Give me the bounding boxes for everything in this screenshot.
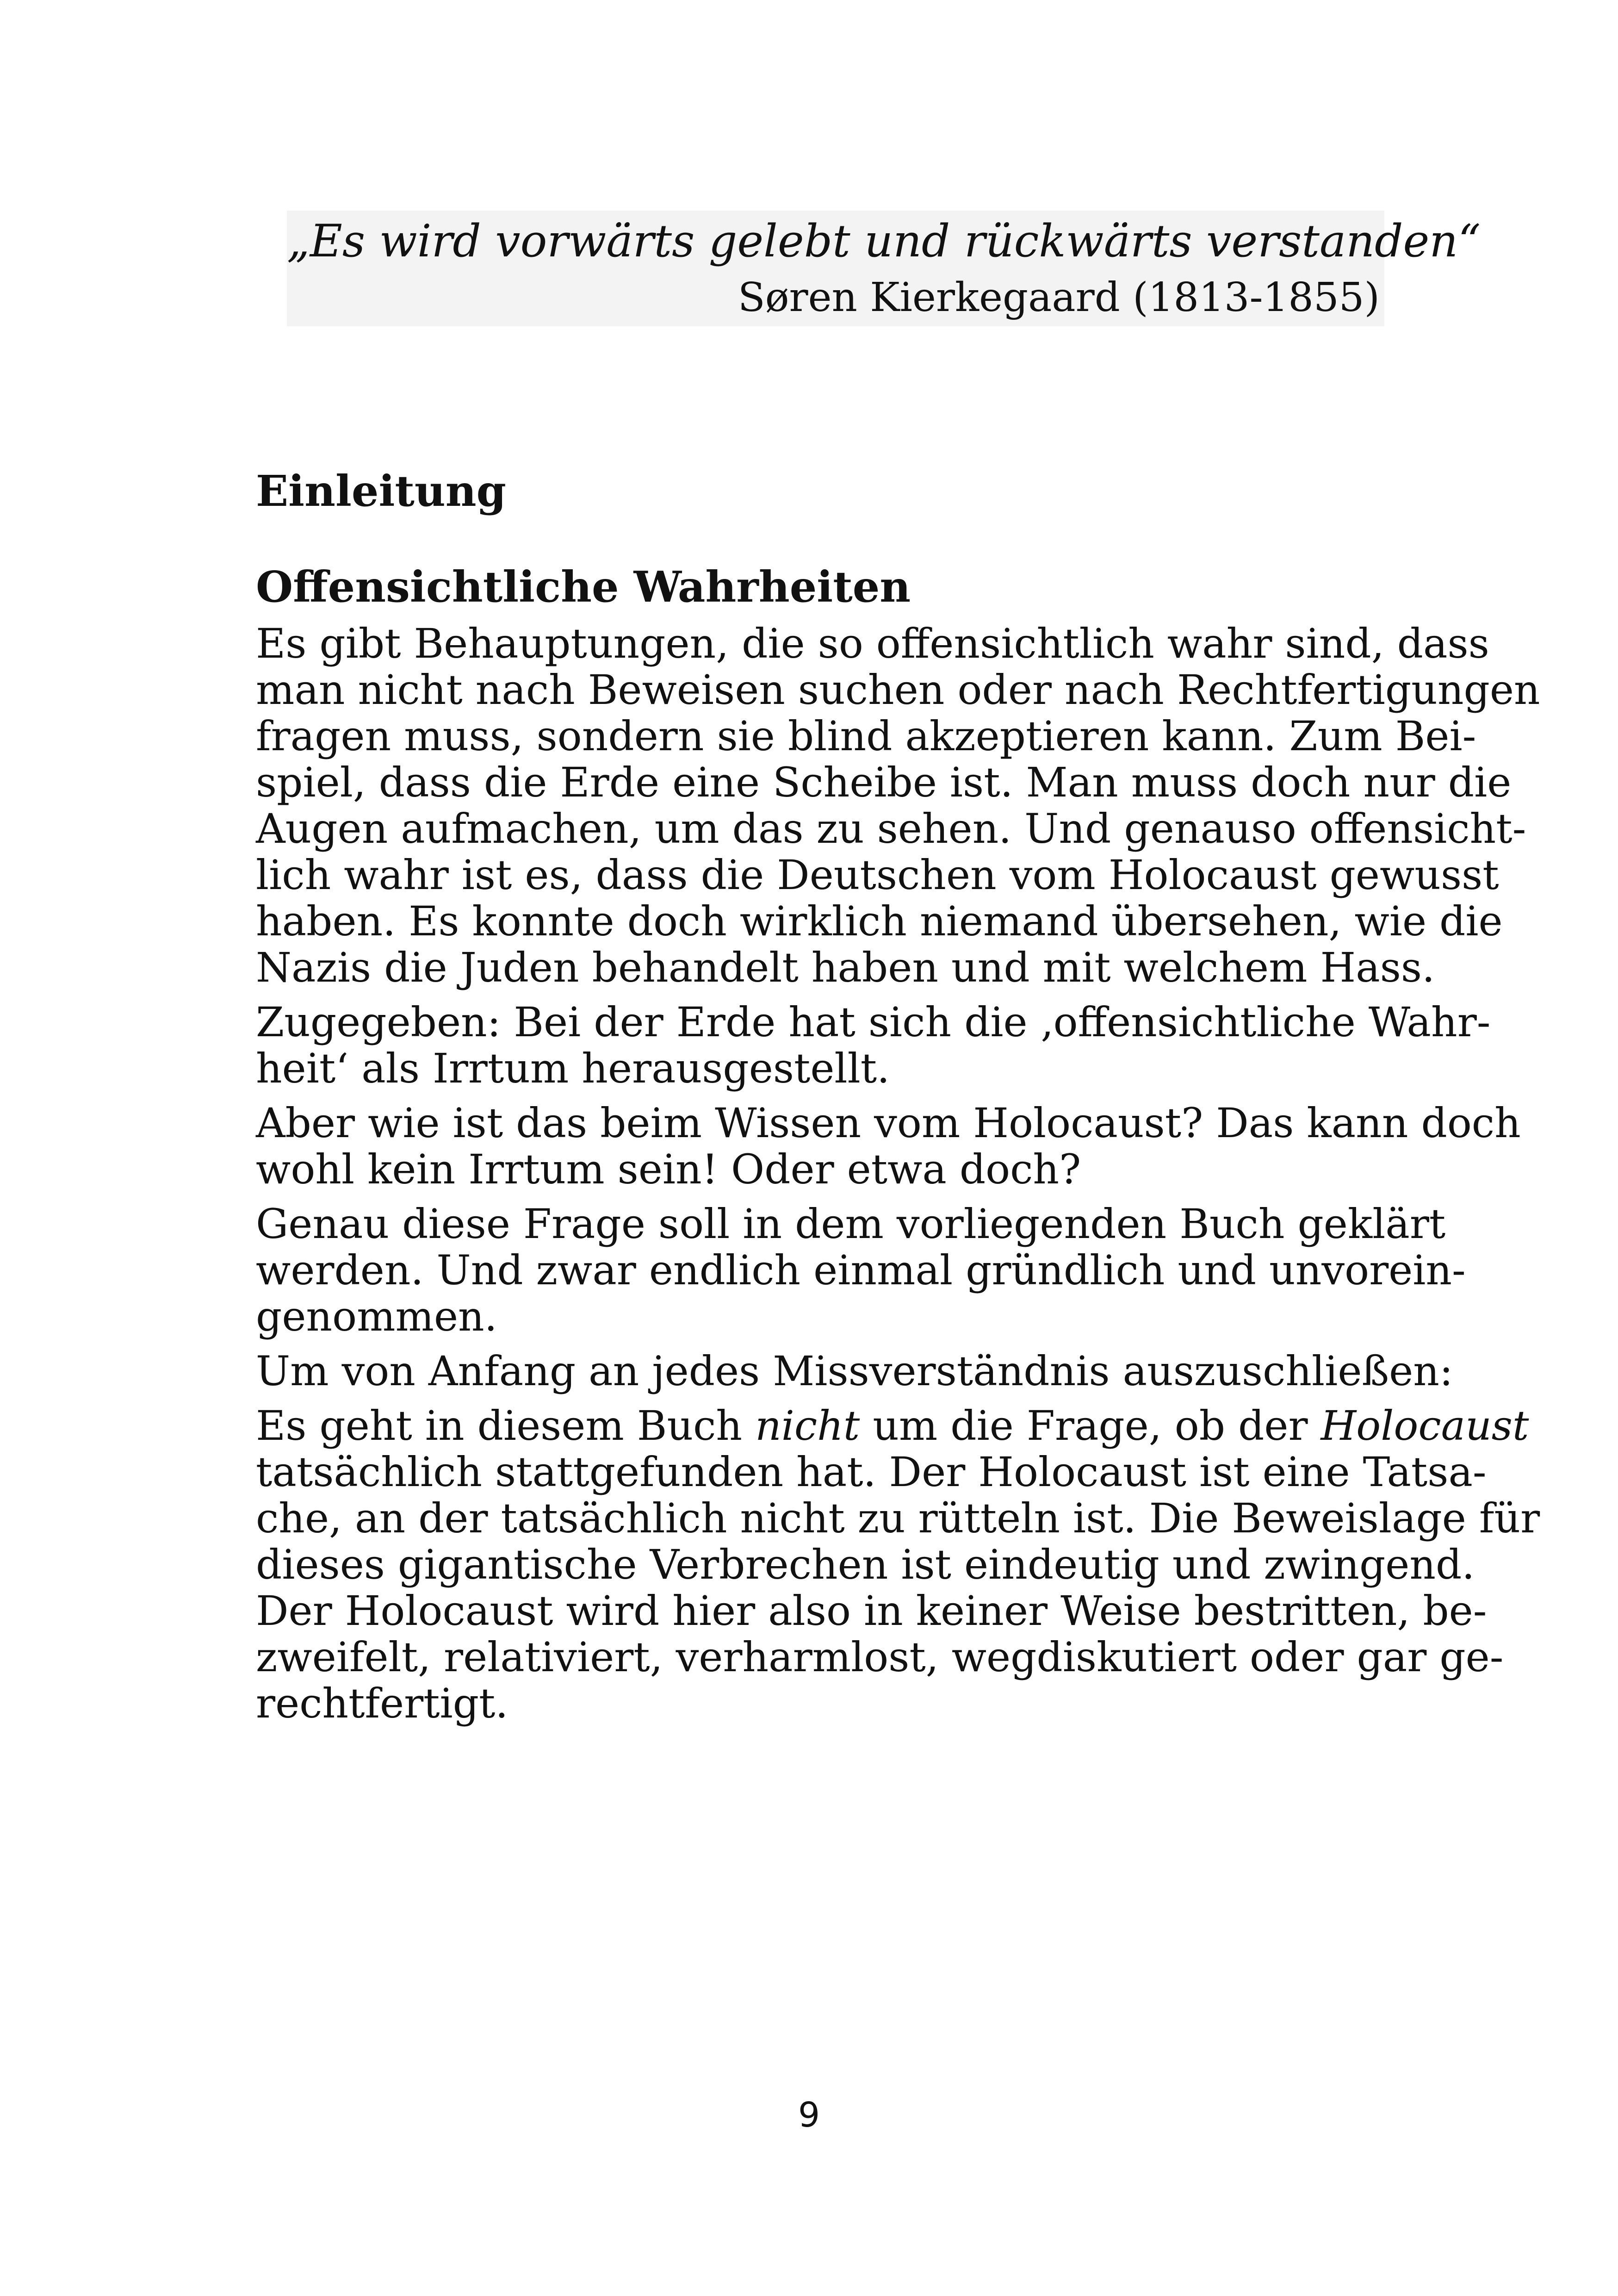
text-run: Es geht in diesem Buch	[256, 1402, 756, 1450]
paragraph-5	[256, 1347, 1453, 1395]
body-text	[256, 620, 1540, 1735]
paragraph-1	[256, 620, 1540, 991]
text-line: Zugegeben: Bei der Erde hat sich die ‚offensichtliche Wahr-	[256, 998, 1491, 1046]
text-run: um die Frage, ob der	[860, 1402, 1321, 1450]
text-line: Der Holocaust wird hier also in keiner Weise bestritten, be-	[256, 1587, 1487, 1635]
text-line: tatsächlich stattgefunden hat. Der Holocaust ist eine Tatsa-	[256, 1448, 1487, 1496]
text-line: haben. Es konnte doch wirklich niemand übersehen, wie die	[256, 897, 1503, 945]
text-line: wohl kein Irrtum sein! Oder etwa doch?	[256, 1145, 1081, 1193]
paragraph-4	[256, 1200, 1466, 1340]
text-line: Genau diese Frage soll in dem vorliegenden Buch geklärt	[256, 1200, 1446, 1248]
text-line: Um von Anfang an jedes Missverständnis auszuschließen:	[256, 1347, 1453, 1395]
text-line: fragen muss, sondern sie blind akzeptieren kann. Zum Bei-	[256, 712, 1476, 760]
text-line: werden. Und zwar endlich einmal gründlich und unvorein-	[256, 1246, 1466, 1294]
chapter-title: Einleitung	[256, 466, 506, 516]
text-line: dieses gigantische Verbrechen ist eindeutig und zwingend.	[256, 1541, 1475, 1588]
paragraph-6	[256, 1402, 1540, 1727]
text-line: lich wahr ist es, dass die Deutschen vom Holocaust gewusst	[256, 851, 1499, 899]
text-line: Es gibt Behauptungen, die so offensichtlich wahr sind, dass	[256, 620, 1489, 667]
text-line: che, an der tatsächlich nicht zu rütteln ist. Die Beweislage für	[256, 1494, 1540, 1542]
text-line: man nicht nach Beweisen suchen oder nach Rechtfertigungen	[256, 666, 1540, 714]
text-line: Augen aufmachen, um das zu sehen. Und genauso offensicht-	[256, 805, 1526, 852]
epigraph-author: Søren Kierkegaard (1813-1855)	[738, 274, 1380, 321]
text-line: zweifelt, relativiert, verharmlost, wegdiskutiert oder gar ge-	[256, 1633, 1504, 1681]
paragraph-2	[256, 998, 1491, 1092]
emphasis-nicht: nicht	[755, 1402, 860, 1450]
epigraph	[287, 211, 1481, 326]
text-line: Aber wie ist das beim Wissen vom Holocaust? Das kann doch	[256, 1099, 1521, 1147]
paragraph-3	[256, 1099, 1521, 1193]
section-title: Offensichtliche Wahrheiten	[256, 562, 911, 612]
text-line: genommen.	[256, 1293, 497, 1340]
text-line: Nazis die Juden behandelt haben und mit welchem Hass.	[256, 944, 1435, 991]
epigraph-quote: „Es wird vorwärts gelebt und rückwärts verstanden“	[287, 215, 1481, 267]
emphasis-holocaust: Holocaust	[1320, 1402, 1529, 1450]
text-line: rechtfertigt.	[256, 1680, 508, 1727]
text-line: spiel, dass die Erde eine Scheibe ist. Man muss doch nur die	[256, 759, 1512, 806]
text-line	[256, 1402, 1529, 1450]
page-number: 9	[798, 2095, 820, 2135]
text-line: heit‘ als Irrtum herausgestellt.	[256, 1045, 890, 1092]
